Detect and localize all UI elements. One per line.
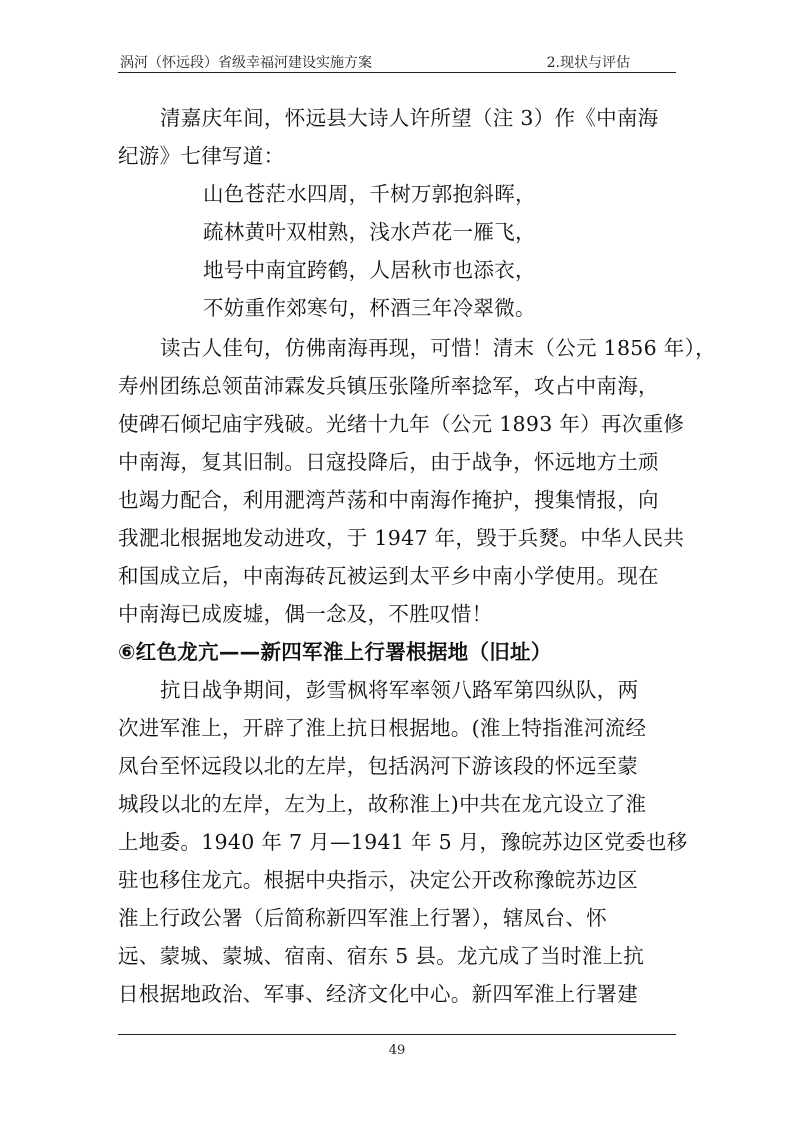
paragraph-line: 日根据地政治、军事、经济文化中心。新四军淮上行署建	[118, 982, 638, 1006]
paragraph-line: 凤台至怀远段以北的左岸，包括涡河下游该段的怀远至蒙	[118, 754, 638, 778]
paragraph-line: 次进军淮上，开辟了淮上抗日根据地。(淮上特指淮河流经	[118, 716, 647, 740]
paragraph-line: 使碑石倾圮庙宇残破。光绪十九年（公元 1893 年）再次重修	[118, 412, 685, 436]
paragraph-line: 城段以北的左岸，左为上，故称淮上)中共在龙亢设立了淮	[118, 792, 647, 816]
paragraph-line: 驻也移住龙亢。根据中央指示，决定公开改称豫皖苏边区	[118, 868, 638, 892]
paragraph-line: 清嘉庆年间，怀远县大诗人许所望（注 3）作《中南海	[160, 106, 659, 130]
poem-line: 不妨重作郊寒句，杯酒三年冷翠微。	[203, 296, 536, 320]
paragraph-line: 读古人佳句，仿佛南海再现，可惜！清末（公元 1856 年），	[160, 336, 716, 360]
paragraph-line: 寿州团练总领苗沛霖发兵镇压张隆所率捻军，攻占中南海，	[118, 374, 659, 398]
paragraph-line: 也竭力配合，利用淝湾芦荡和中南海作掩护，搜集情报，向	[118, 488, 659, 512]
page-footer	[118, 1034, 676, 1058]
document-title: 涡河（怀远段）省级幸福河建设实施方案	[120, 55, 372, 71]
paragraph-line: 我淝北根据地发动进攻，于 1947 年，毁于兵燹。中华人民共	[118, 526, 685, 550]
paragraph-line: 中南海已成废墟，偶一念及，不胜叹惜！	[118, 602, 493, 626]
paragraph-line: 抗日战争期间，彭雪枫将军率领八路军第四纵队，两	[160, 678, 639, 702]
paragraph-line: 远、蒙城、蒙城、宿南、宿东 5 县。龙亢成了当时淮上抗	[118, 944, 645, 968]
poem-line: 地号中南宜跨鹤，人居秋市也添衣，	[203, 258, 536, 282]
section-heading: ⑥红色龙亢——新四军淮上行署根据地（旧址）	[118, 640, 552, 664]
paragraph-line: 淮上行政公署（后简称新四军淮上行署），辖凤台、怀	[118, 906, 607, 930]
paragraph-line: 纪游》七律写道：	[118, 144, 285, 168]
poem-line: 疏林黄叶双柑熟，浅水芦花一雁飞，	[203, 220, 536, 244]
paragraph-line: 上地委。1940 年 7 月—1941 年 5 月，豫皖苏边区党委也移	[118, 830, 688, 854]
page-header	[118, 46, 676, 73]
paragraph-line: 中南海，复其旧制。日寇投降后，由于战争，怀远地方土顽	[118, 450, 659, 474]
section-title: 2.现状与评估	[546, 55, 630, 71]
poem-line: 山色苍茫水四周，千树万郭抱斜晖，	[203, 182, 536, 206]
page-number: 49	[388, 1043, 406, 1058]
paragraph-line: 和国成立后，中南海砖瓦被运到太平乡中南小学使用。现在	[118, 564, 659, 588]
